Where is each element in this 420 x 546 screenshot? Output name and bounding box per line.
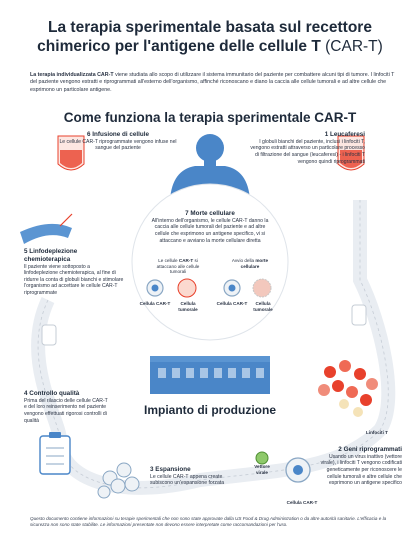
attach-label [148, 258, 208, 275]
step-7-title: Morte cellulare [190, 210, 235, 217]
cart-cell-label: Cellula CAR-T [139, 301, 171, 306]
page-title-main: La terapia sperimentale basata sul recettore chimerico per l'antigene delle cellule T [37, 19, 372, 55]
step-2-number: 2 [338, 446, 342, 453]
clipboard-icon [40, 432, 70, 474]
step-2 [320, 446, 402, 487]
cart-cell-label: Cellula CAR-T [216, 301, 248, 306]
step-6-text: Le cellule CAR-T riprogrammate vengono infuse nel sangue del paziente [59, 138, 177, 152]
arm-iv-icon [20, 214, 72, 244]
step-2-text: Usando un virus inattivo (vettore virale), i linfociti T vengono codificati geneticamente per riconoscere le cellule tumorali e altre cellule che esprimono un antigene specifico [320, 453, 402, 487]
factory-icon [150, 356, 270, 394]
iv-bag-icon [42, 325, 56, 345]
death-start-label-a: Avvio della [231, 258, 256, 263]
lymphocytes-label: Linfociti T [366, 430, 388, 435]
production-plant-title: Impianto di produzione [144, 403, 276, 417]
step-4 [24, 390, 110, 424]
step-4-number: 4 [24, 390, 28, 397]
page-title-suffix: (CAR-T) [325, 38, 383, 55]
step-3-title: Espansione [155, 466, 191, 473]
death-start-label [222, 258, 278, 269]
step-5-text: Il paziente viene sottoposto a linfodeplezione chemioterapica, al fine di ridurre la conta di globuli bianchi e stimolare l'organismo ad accettare le cellule CAR-T riprogrammate [24, 263, 124, 296]
step-5-number: 5 [24, 248, 28, 255]
iv-bag-icon [352, 305, 366, 325]
tumor-dying-cell-icon [253, 279, 271, 297]
tumor-cell-icon [178, 279, 196, 297]
step-6-title: Infusione di cellule [92, 131, 149, 138]
step-1 [250, 131, 365, 165]
step-3-text: Le cellule CAR-T appena create subiscono un'espansione forzata [150, 473, 225, 487]
step-7 [148, 210, 272, 244]
cart-cell-icon [224, 280, 240, 296]
intro-rest: viene studiata allo scopo di utilizzare il sistema immunitario del paziente per combattere alcuni tipi di tumore. I linfociti T del paziente vengono estratti e riprogrammati all'esterno dell'organismo, affinché riconoscano e diano la caccia alle cellule tumorali e ad altre cellule che esprimono un particolare antigene. [30, 72, 395, 93]
step-5 [24, 248, 124, 297]
step-1-title: Leucaferesi [329, 131, 365, 138]
viral-vector-label: Vettore virale [254, 464, 270, 475]
step-4-text: Prima del rilascio delle cellule CAR-T e del loro reinserimento nel paziente vengono effettuati rigorosi controlli di qualità [24, 397, 108, 424]
intro-paragraph [30, 72, 395, 94]
attach-label-a: Le cellule [158, 258, 179, 263]
cart-engineered-cell-icon [286, 458, 310, 482]
death-start-label-b: morte cellulare [240, 258, 269, 269]
tumor-cell-label: Cellula tumorale [253, 301, 273, 312]
cart-cell-icon [147, 280, 163, 296]
cart-engineered-label: Cellula CAR-T [286, 500, 318, 505]
step-6 [58, 131, 178, 152]
step-3-number: 3 [150, 466, 154, 473]
step-7-text: All'interno dell'organismo, le cellule CAR-T danno la caccia alle cellule tumorali del paziente e ad altre cellule che esprimono un antigene specifico, vi si attaccano e avviano la morte cellulare diretta [151, 217, 269, 244]
step-1-text: I globuli bianchi del paziente, inclusi i linfociti T, vengono estratti attraverso un particolare processo di filtrazione del sangue (leucaferesi) - i linfociti T vengono quindi riprogrammati [250, 138, 365, 165]
step-3 [150, 466, 240, 487]
footnote: Questo documento contiene informazioni su terapie sperimentali che non sono state approvate dalla US Food & Drug Administration o da altre autorità sanitarie. L'efficacia e la sicurezza non sono state stabilite. Le informazioni presentate non devono essere interpretate come raccomandazioni per l'uso. [30, 516, 387, 528]
section-title: Come funziona la terapia sperimentale CAR-T [63, 110, 357, 125]
step-7-number: 7 [185, 210, 189, 217]
attach-label-b: CAR-T [178, 258, 194, 263]
step-5-title: Linfodeplezione chemioterapica [24, 248, 78, 263]
step-6-number: 6 [87, 131, 91, 138]
step-1-number: 1 [324, 131, 329, 138]
step-2-title: Geni riprogrammati [343, 446, 402, 453]
virus-icon [256, 452, 268, 464]
tumor-cell-label: Cellula tumorale [178, 301, 198, 312]
page-title [20, 18, 400, 56]
intro-bold: La terapia individualizzata CAR-T [30, 72, 114, 78]
attach-label-c: si attaccano alle cellule tumorali [156, 258, 200, 275]
step-4-title: Controllo qualità [29, 390, 80, 397]
